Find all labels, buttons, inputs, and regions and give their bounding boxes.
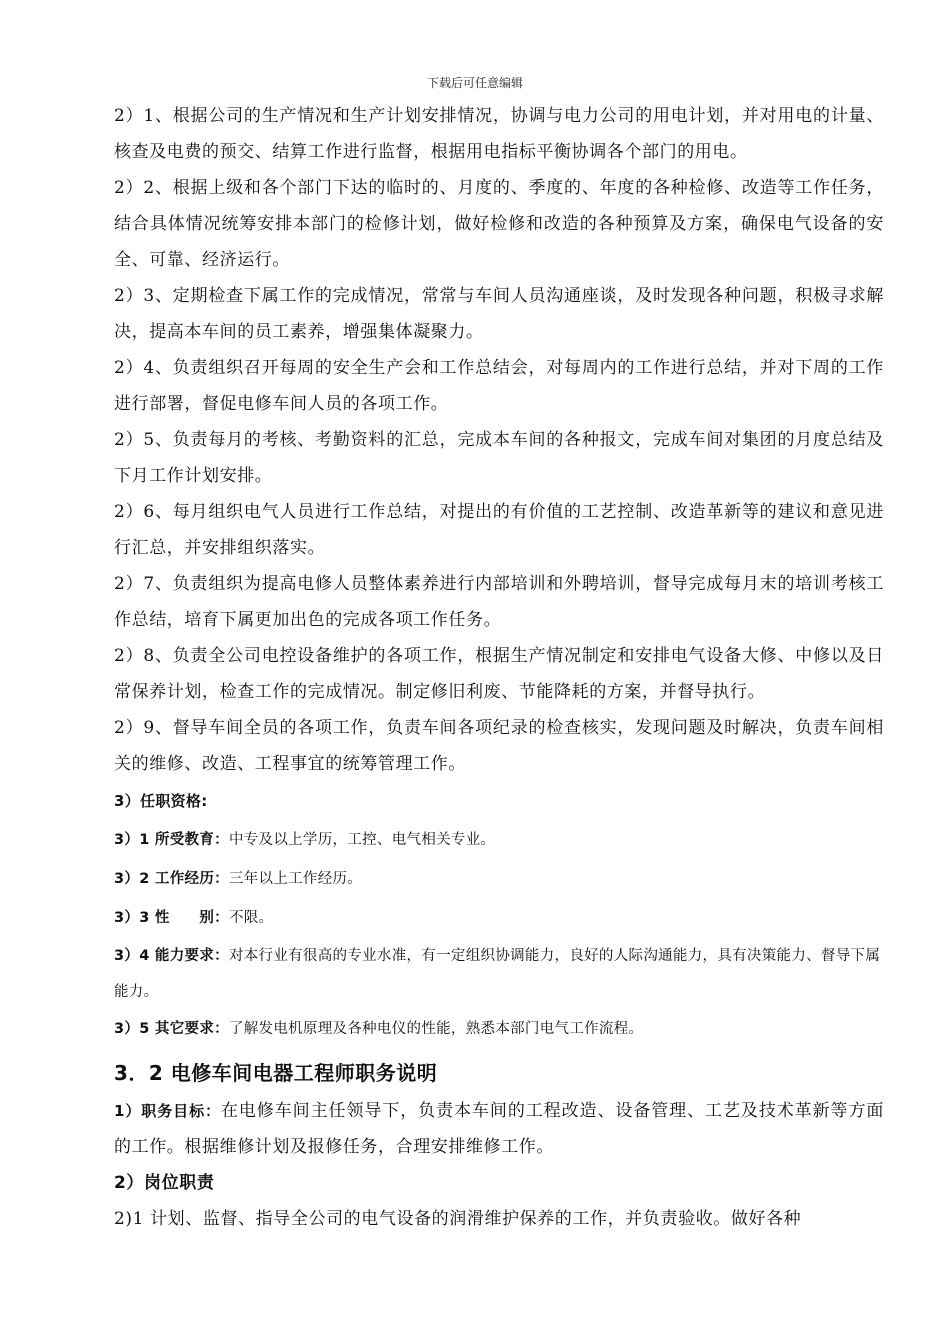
- job-goal-text: 在电修车间主任领导下，负责本车间的工程改造、设备管理、工艺及技术革新等方面的工作。根据维修计划及报修任务，合理安排维修工作。: [114, 1101, 885, 1157]
- qualification-label: 3）4 能力要求：: [114, 948, 229, 964]
- duty-paragraph-4: 2）4、负责组织召开每周的安全生产会和工作总结会，对每周内的工作进行总结，并对下周的工作进行部署，督促电修车间人员的各项工作。: [114, 358, 884, 414]
- duty-paragraph-2: 2）2、根据上级和各个部门下达的临时的、月度的、季度的、年度的各种检修、改造等工作任务，结合具体情况统筹安排本部门的检修计划，做好检修和改造的各种预算及方案，确保电气设备的安全、可靠、经济运行。: [114, 178, 884, 270]
- page-header: 下载后可任意编辑: [426, 76, 523, 90]
- qualification-ability: [114, 938, 884, 1010]
- qualification-other: [114, 1010, 884, 1049]
- document-body: [114, 98, 884, 1237]
- duty-paragraph-3: 2）3、定期检查下属工作的完成情况，常常与车间人员沟通座谈，及时发现各种问题，积极寻求解决，提高本车间的员工素养，增强集体凝聚力。: [114, 286, 884, 342]
- duty-paragraph-6: 2）6、每月组织电气人员进行工作总结，对提出的有价值的工艺控制、改造革新等的建议和意见进行汇总，并安排组织落实。: [114, 502, 884, 558]
- qualification-label: 3）5 其它要求：: [114, 1021, 229, 1037]
- qualification-text: 中专及以上学历，工控、电气相关专业。: [228, 832, 496, 848]
- qualification-label: 3）1 所受教育：: [114, 832, 229, 848]
- qualification-text: 了解发电机原理及各种电仪的性能，熟悉本部门电气工作流程。: [228, 1021, 644, 1037]
- duty-paragraph-9: 2）9、督导车间全员的各项工作，负责车间各项纪录的检查核实，发现问题及时解决，负责车间相关的维修、改造、工程事宜的统筹管理工作。: [114, 718, 884, 774]
- qualification-text: 不限。: [228, 910, 274, 926]
- qualification-label: 3）2 工作经历：: [114, 871, 229, 887]
- qualification-label: 3）3 性 别：: [114, 910, 229, 926]
- qualifications-heading: 3）任职资格:: [114, 792, 208, 810]
- duty-paragraph-7: 2）7、负责组织为提高电修人员整体素养进行内部培训和外聘培训，督导完成每月末的培训考核工作总结，培育下属更加出色的完成各项工作任务。: [114, 574, 884, 630]
- job-goal-paragraph: [114, 1093, 884, 1165]
- qualification-text: 对本行业有很高的专业水准，有一定组织协调能力，良好的人际沟通能力，具有决策能力、督导下属能力。: [114, 948, 881, 1000]
- section-title: 3．2 电修车间电器工程师职务说明: [114, 1061, 438, 1085]
- qualification-education: [114, 821, 884, 860]
- duty-paragraph-8: 2）8、负责全公司电控设备维护的各项工作，根据生产情况制定和安排电气设备大修、中修以及日常保养计划，检查工作的完成情况。制定修旧利废、节能降耗的方案，并督导执行。: [114, 646, 884, 702]
- duty-first-paragraph: 2)1 计划、监督、指导全公司的电气设备的润滑维护保养的工作，并负责验收。做好各种: [114, 1209, 802, 1229]
- qualification-gender: [114, 899, 884, 938]
- duty-paragraph-5: 2）5、负责每月的考核、考勤资料的汇总，完成本车间的各种报文，完成车间对集团的月度总结及下月工作计划安排。: [114, 430, 884, 486]
- qualification-text: 三年以上工作经历。: [228, 871, 363, 887]
- duty-paragraph-1: 2）1、根据公司的生产情况和生产计划安排情况，协调与电力公司的用电计划，并对用电的计量、核查及电费的预交、结算工作进行监督，根据用电指标平衡协调各个部门的用电。: [114, 106, 884, 162]
- qualification-experience: [114, 860, 884, 899]
- job-goal-label: 1）职务目标：: [114, 1102, 221, 1120]
- duty-heading: 2）岗位职责: [114, 1173, 215, 1193]
